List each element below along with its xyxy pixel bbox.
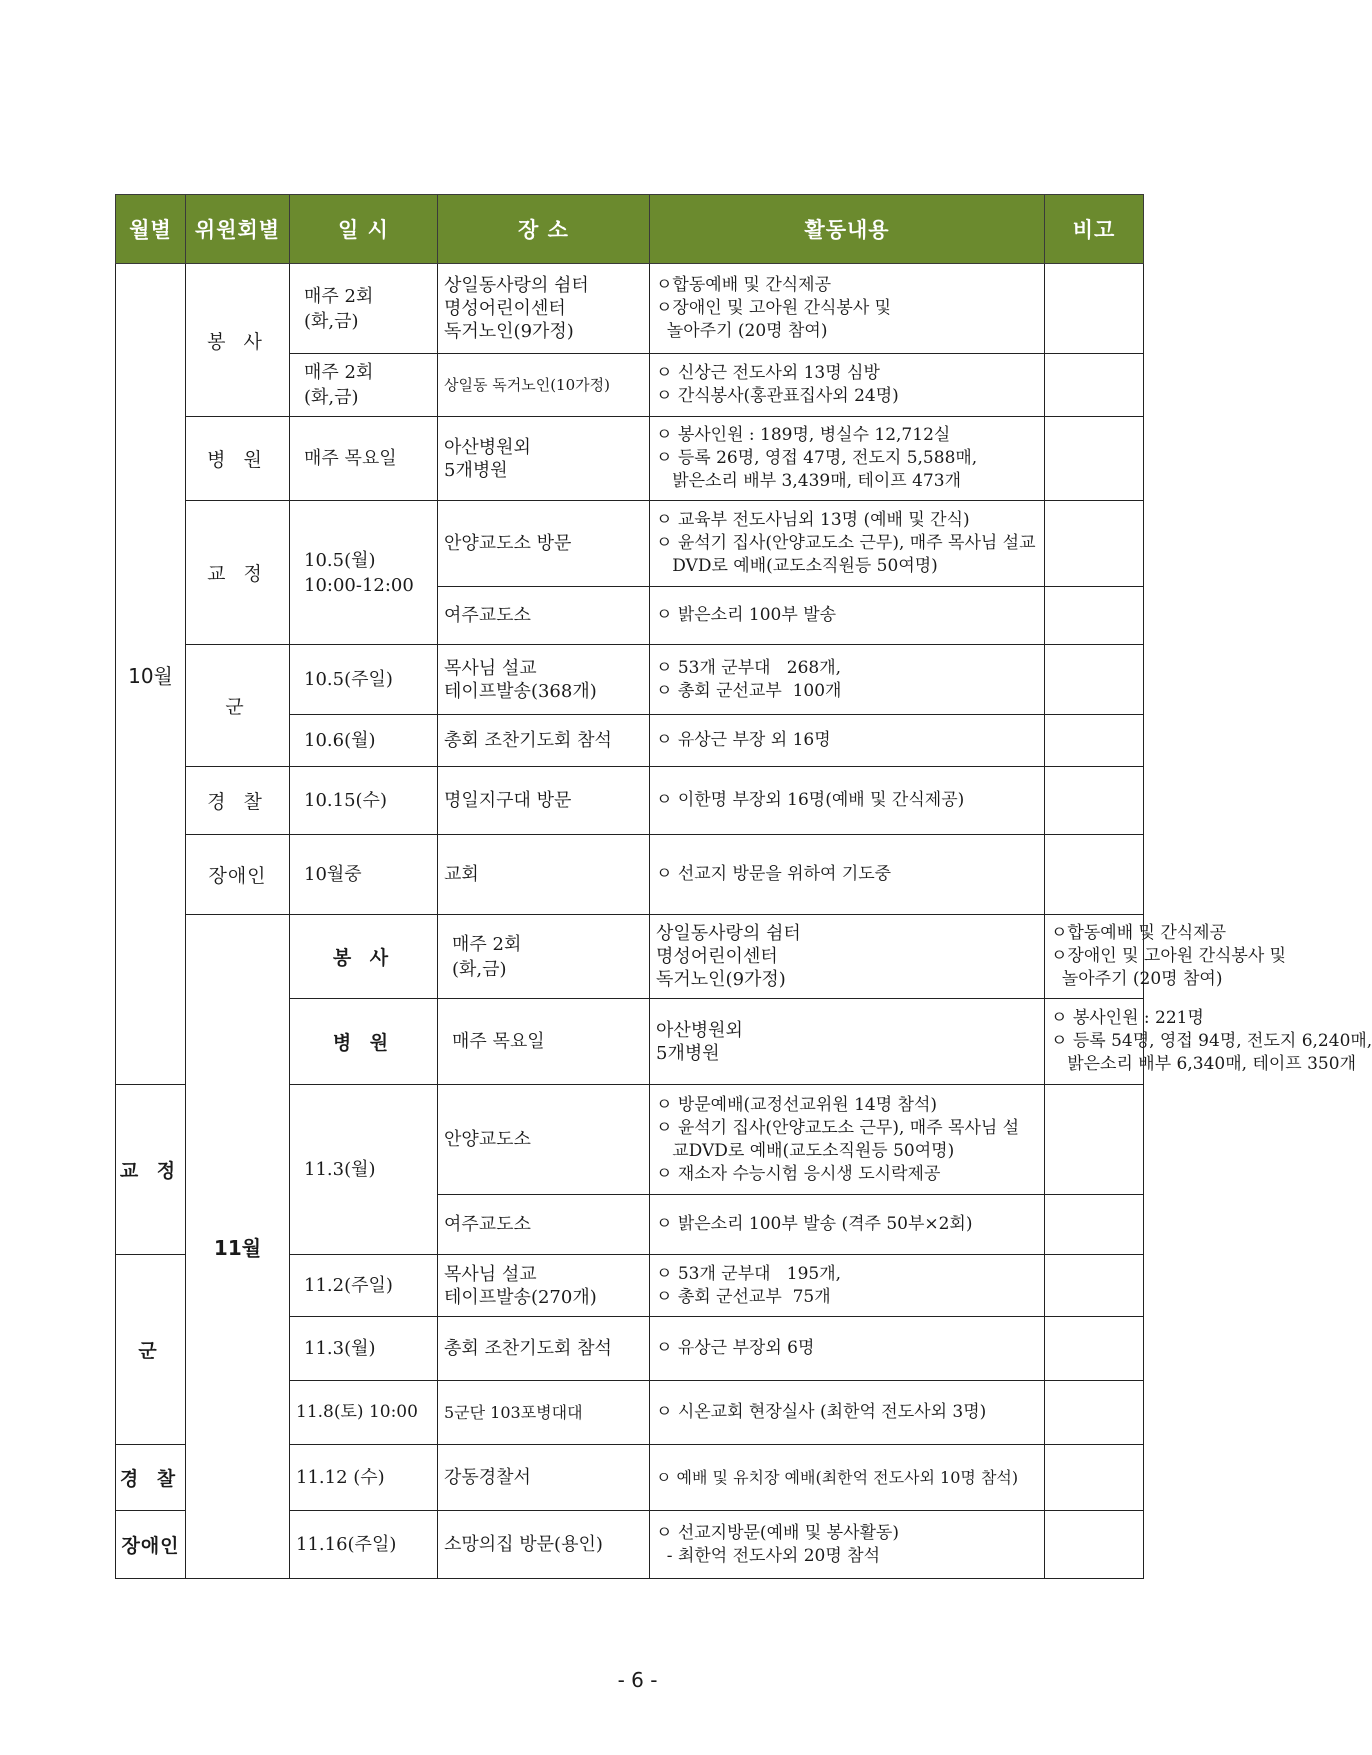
activity-cell [650,1317,1045,1381]
category-cell: 경 찰 [116,1445,186,1511]
date-cell [290,715,438,767]
activity-cell [650,501,1045,587]
note-cell [1045,645,1144,715]
note-cell [1045,767,1144,835]
category-cell: 교 정 [186,501,290,645]
date-cell [290,1255,438,1317]
note-cell [1045,264,1144,354]
cell-line: ㅇ 등록 26명, 영접 47명, 전도지 5,588매, [656,448,978,468]
note-cell [1045,1195,1144,1255]
cell-line: ㅇ 53개 군부대 195개, [656,1263,842,1284]
cell-line: 10.5(월) [304,549,376,571]
cell-line: 11.3(월) [304,1338,376,1359]
cell-line: ㅇ 교육부 전도사님외 13명 (예배 및 간식) [656,510,970,530]
cell-line: 강동경찰서 [444,1467,531,1488]
table-row [116,417,1144,501]
activity-cell [650,354,1045,417]
note-cell [1045,835,1144,915]
cell-line: 총회 조찬기도회 참석 [444,1338,612,1359]
cell-line: 독거노인(9가정) [656,969,786,990]
activity-cell [650,715,1045,767]
place-cell [438,1317,650,1381]
table-row [116,501,1144,587]
cell-line: 여주교도소 [444,605,531,626]
note-cell [1045,1445,1144,1511]
cell-line: 상일동사랑의 쉼터 [656,923,801,944]
date-cell [290,767,438,835]
cell-line: ㅇ 총회 군선교부 100개 [656,680,842,701]
cell-line: 교회 [444,864,479,885]
date-cell [290,1381,438,1445]
cell-line: ㅇ 유상근 부장 외 16명 [656,730,831,750]
cell-line: 매주 목요일 [452,1031,545,1052]
cell-line: 10월중 [304,864,362,885]
date-cell [290,1085,438,1255]
activity-cell [650,1255,1045,1317]
activity-cell [650,417,1045,501]
place-cell [438,1381,650,1445]
cell-line: DVD로 예배(교도소직원등 50여명) [656,556,938,576]
cell-line: 상일동사랑의 쉼터 [444,275,589,296]
table-row [116,915,1144,999]
cell-line: ㅇ 이한명 부장외 16명(예배 및 간식제공) [656,790,965,810]
cell-line: ㅇ 등록 54명, 영접 94명, 전도지 6,240매, [1051,1031,1372,1051]
cell-line: 11.12 (수) [296,1467,385,1488]
category-cell: 군 [186,645,290,767]
cell-line: 놀아주기 (20명 참여) [656,321,828,341]
header-datetime: 일 시 [290,195,438,264]
activity-cell [650,264,1045,354]
date-cell [290,645,438,715]
note-cell [1045,1381,1144,1445]
activity-cell [650,1085,1045,1195]
activity-cell [650,1381,1045,1445]
cell-line: ㅇ 총회 군선교부 75개 [656,1286,831,1307]
note-cell [1045,715,1144,767]
cell-line: ㅇ 선교지방문(예배 및 봉사활동) [656,1522,899,1543]
cell-line: - 최한억 전도사외 20명 참석 [656,1545,881,1566]
place-cell [650,915,1045,999]
header-activity: 활동내용 [650,195,1045,264]
place-cell [438,501,650,587]
place-cell [438,1085,650,1195]
note-cell [1045,587,1144,645]
cell-line: ㅇ 예배 및 유치장 예배(최한억 전도사외 10명 참석) [656,1468,1019,1487]
cell-line: 11.16(주일) [296,1534,397,1555]
page-number: - 6 - [617,1668,658,1692]
cell-line: 상일동 독거노인(10가정) [444,375,610,394]
cell-line: ㅇ 윤석기 집사(안양교도소 근무), 매주 목사님 설교 [656,533,1036,553]
cell-line: ㅇ합동예배 및 간식제공 [656,275,832,295]
cell-line: 11.2(주일) [304,1275,393,1296]
date-cell [290,1317,438,1381]
cell-line: 11.3(월) [304,1159,376,1180]
place-cell [438,587,650,645]
category-cell: 경 찰 [186,767,290,835]
cell-line: 매주 2회 [304,285,374,307]
cell-line: 놀아주기 (20명 참여) [1051,969,1223,989]
cell-line: 5개병원 [444,459,508,481]
activity-cell [1045,915,1287,999]
place-cell [438,264,650,354]
date-cell [290,417,438,501]
cell-line: 매주 목요일 [304,448,397,469]
cell-line: 명성어린이센터 [656,946,778,967]
cell-line: 10:00-12:00 [304,574,414,596]
cell-line: ㅇ 밝은소리 100부 발송 (격주 50부×2회) [656,1214,973,1234]
cell-line: 아산병원외 [656,1019,743,1041]
cell-line: 안양교도소 방문 [444,533,572,554]
activity-cell [650,1195,1045,1255]
table-row [116,264,1144,354]
cell-line: 5군단 103포병대대 [444,1403,583,1422]
place-cell [438,715,650,767]
cell-line: ㅇ 선교지 방문을 위하여 기도중 [656,864,892,884]
cell-line: 안양교도소 [444,1129,531,1150]
date-cell [290,354,438,417]
place-cell [438,1445,650,1511]
cell-line: ㅇ 신상근 전도사외 13명 심방 [656,363,880,383]
date-cell [438,999,650,1085]
header-month: 월별 [116,195,186,264]
date-cell [290,835,438,915]
place-cell [438,1511,650,1579]
cell-line: (화,금) [452,958,507,980]
cell-line: 독거노인(9가정) [444,321,574,342]
table-row [116,835,1144,915]
cell-line: 10.15(수) [304,790,387,811]
cell-line: 밝은소리 배부 6,340매, 테이프 350개 [1051,1054,1356,1074]
cell-line: 5개병원 [656,1042,720,1064]
place-cell [438,645,650,715]
cell-line: ㅇ 밝은소리 100부 발송 [656,605,837,625]
cell-line: 여주교도소 [444,1214,531,1235]
table-row [116,767,1144,835]
note-cell [1045,1317,1144,1381]
date-cell [290,1511,438,1579]
date-cell [290,1445,438,1511]
month-cell: 10월 [116,264,186,1085]
cell-line: ㅇ 방문예배(교정선교위원 14명 참석) [656,1094,938,1115]
cell-line: 테이프발송(368개) [444,680,597,702]
cell-line: 아산병원외 [444,436,531,458]
cell-line: ㅇ 유상근 부장외 6명 [656,1338,815,1358]
cell-line: (화,금) [304,387,359,408]
cell-line: 테이프발송(270개) [444,1286,597,1308]
cell-line: ㅇ장애인 및 고아원 간식봉사 및 [1051,946,1287,966]
note-cell [1045,1085,1144,1195]
category-cell: 교 정 [116,1085,186,1255]
place-cell [438,1255,650,1317]
place-cell [438,354,650,417]
cell-line: 10.5(주일) [304,669,393,690]
activity-cell [650,1511,1045,1579]
header-committee: 위원회별 [186,195,290,264]
cell-line: 교DVD로 예배(교도소직원등 50여명) [656,1140,955,1161]
activity-cell [650,645,1045,715]
cell-line: ㅇ 53개 군부대 268개, [656,657,842,678]
cell-line: ㅇ장애인 및 고아원 간식봉사 및 [656,298,892,318]
date-cell [290,264,438,354]
note-cell [1045,354,1144,417]
cell-line: 소망의집 방문(용인) [444,1534,603,1555]
category-cell: 군 [116,1255,186,1445]
category-cell: 병 원 [186,417,290,501]
table-row [116,645,1144,715]
date-cell [290,501,438,645]
place-cell [438,417,650,501]
cell-line: 명성어린이센터 [444,298,566,319]
cell-line: 명일지구대 방문 [444,790,572,811]
cell-line: ㅇ 봉사인원 : 189명, 병실수 12,712실 [656,425,951,445]
place-cell [438,1195,650,1255]
header-note: 비고 [1045,195,1144,264]
note-cell [1045,1511,1144,1579]
place-cell [438,835,650,915]
activity-table [115,194,1372,1579]
cell-line: 목사님 설교 [444,1263,537,1285]
date-cell [438,915,650,999]
activity-cell [1045,999,1372,1085]
note-cell [1045,417,1144,501]
cell-line: ㅇ 간식봉사(홍관표집사외 24명) [656,386,899,406]
header-row [116,195,1144,264]
cell-line: 10.6(월) [304,730,376,751]
cell-line: ㅇ 윤석기 집사(안양교도소 근무), 매주 목사님 설 [656,1117,1020,1138]
activity-cell [650,835,1045,915]
cell-line: ㅇ 재소자 수능시험 응시생 도시락제공 [656,1163,941,1184]
category-cell: 봉 사 [186,264,290,417]
cell-line: 매주 2회 [304,362,374,383]
activity-cell [650,767,1045,835]
note-cell [1045,501,1144,587]
cell-line: ㅇ 시온교회 현장실사 (최한억 전도사외 3명) [656,1402,987,1422]
place-cell [438,767,650,835]
category-cell: 병 원 [290,999,438,1085]
cell-line: ㅇ 봉사인원 : 221명 [1051,1008,1204,1028]
activity-cell [650,587,1045,645]
category-cell: 장애인 [186,835,290,915]
cell-line: 밝은소리 배부 3,439매, 테이프 473개 [656,471,961,491]
category-cell: 장애인 [116,1511,186,1579]
header-place: 장 소 [438,195,650,264]
category-cell: 봉 사 [290,915,438,999]
month-cell: 11월 [186,915,290,1579]
cell-line: 총회 조찬기도회 참석 [444,730,612,751]
cell-line: 목사님 설교 [444,657,537,679]
note-cell [1045,1255,1144,1317]
cell-line: 11.8(토) 10:00 [296,1402,418,1422]
activity-cell [650,1445,1045,1511]
cell-line: ㅇ합동예배 및 간식제공 [1051,923,1227,943]
cell-line: 매주 2회 [452,933,522,955]
cell-line: (화,금) [304,310,359,332]
place-cell [650,999,1045,1085]
